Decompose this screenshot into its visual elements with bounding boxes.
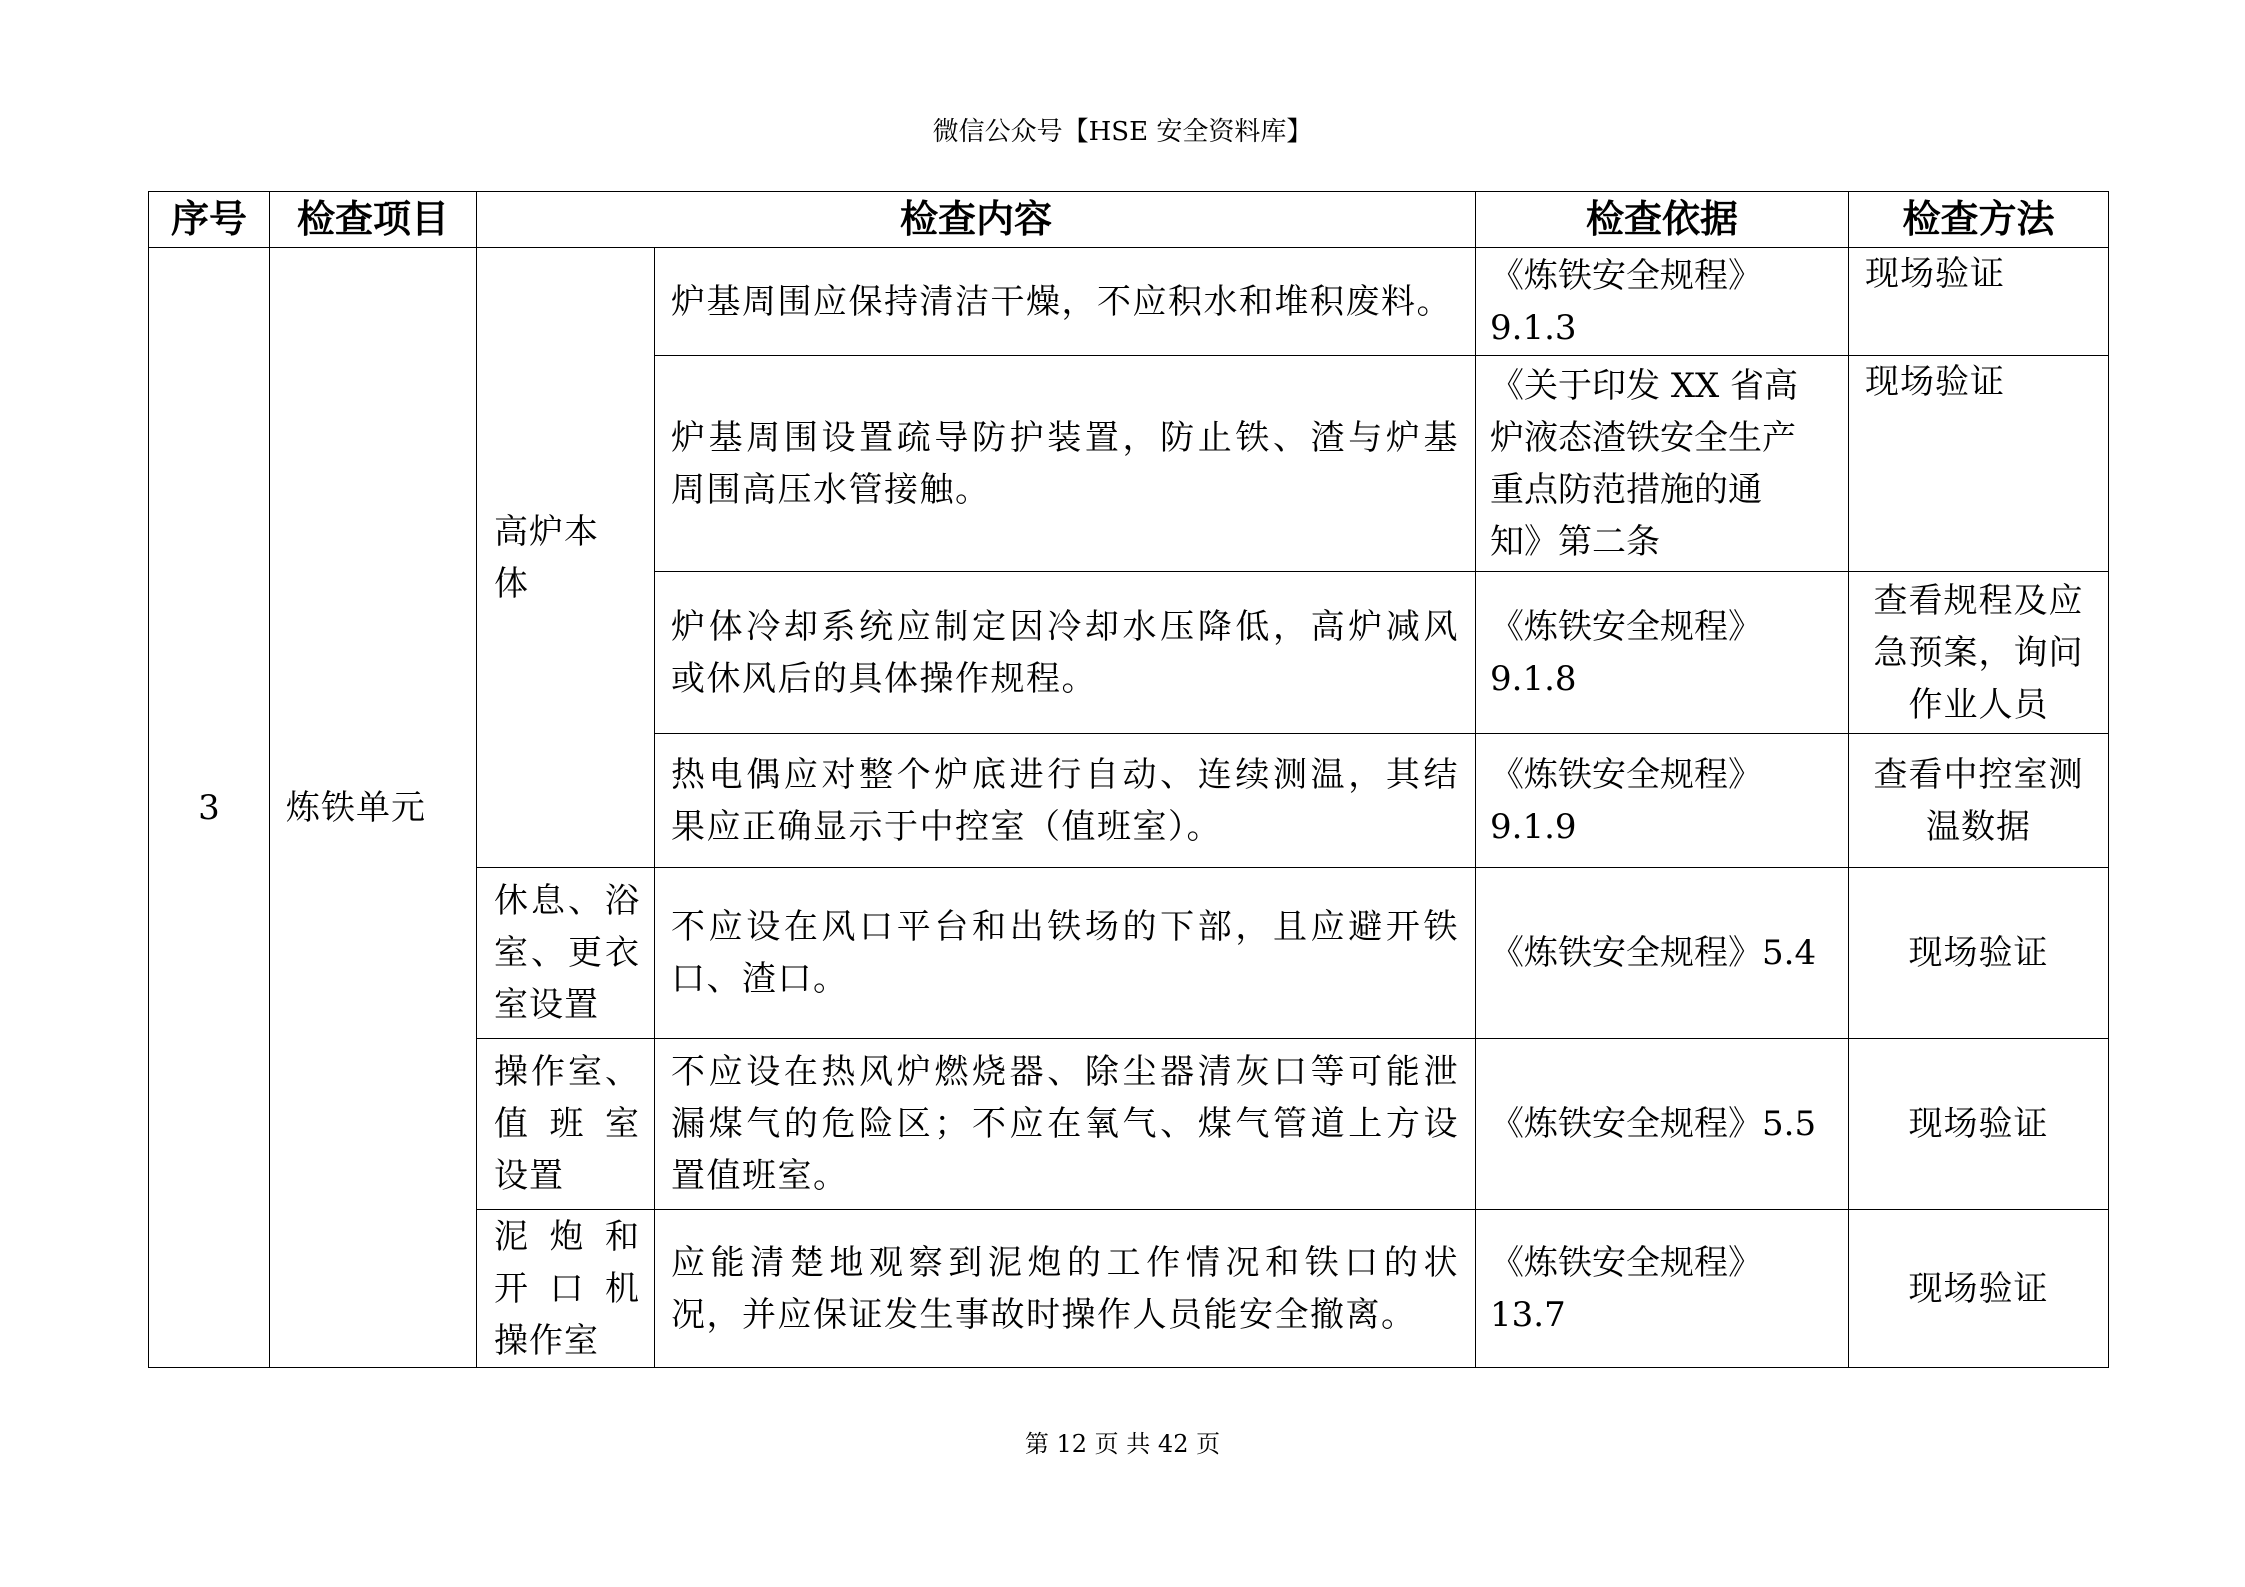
sub-item-cell bbox=[477, 1210, 655, 1368]
sub-item-line: 泥炮和 bbox=[494, 1216, 640, 1257]
basis-line: 《炼铁安全规程》 bbox=[1490, 606, 1763, 647]
table-row bbox=[149, 248, 2109, 356]
basis-line: 知》第二条 bbox=[1490, 521, 1661, 562]
method-line: 急预案，询问 bbox=[1873, 632, 2084, 673]
method-cell bbox=[1849, 572, 2109, 734]
content-line: 炉体冷却系统应制定因冷却水压降低，高炉减风 bbox=[671, 606, 1460, 647]
sub-item-cell bbox=[477, 248, 655, 868]
sub-item-line: 值班室 bbox=[494, 1104, 640, 1144]
content-cell bbox=[655, 572, 1476, 734]
header-method: 检查方法 bbox=[1849, 192, 2109, 248]
sub-item-cell bbox=[477, 868, 655, 1039]
method-line: 现场验证 bbox=[1908, 933, 2049, 973]
content-cell bbox=[655, 356, 1476, 572]
content-line: 况，并应保证发生事故时操作人员能安全撤离。 bbox=[671, 1294, 1417, 1335]
basis-cell bbox=[1476, 1039, 1849, 1210]
group-item: 炼铁单元 bbox=[270, 248, 477, 1368]
basis-cell bbox=[1476, 868, 1849, 1039]
sub-item-line: 室、更衣 bbox=[494, 933, 640, 973]
page-header: 微信公众号【HSE 安全资料库】 bbox=[932, 117, 1313, 147]
page-footer: 第 12 页 共 42 页 bbox=[1024, 1430, 1221, 1458]
header-no: 序号 bbox=[149, 192, 270, 248]
content-line: 周围高压水管接触。 bbox=[671, 469, 991, 510]
method-cell bbox=[1849, 1039, 2109, 1210]
content-cell bbox=[655, 734, 1476, 868]
method-cell bbox=[1849, 248, 2109, 356]
sub-item-line: 高炉本 bbox=[494, 511, 599, 552]
basis-line: 《炼铁安全规程》5.5 bbox=[1490, 1104, 1817, 1144]
basis-line: 《炼铁安全规程》 bbox=[1490, 1242, 1763, 1283]
header-row bbox=[149, 192, 2109, 248]
content-cell bbox=[655, 1210, 1476, 1368]
content-line: 应能清楚地观察到泥炮的工作情况和铁口的状 bbox=[671, 1242, 1460, 1283]
sub-item-cell bbox=[477, 1039, 655, 1210]
sub-item-line: 体 bbox=[494, 563, 529, 604]
sub-item-line: 休息、浴 bbox=[494, 881, 640, 921]
header-basis: 检查依据 bbox=[1476, 192, 1849, 248]
content-line: 炉基周围设置疏导防护装置，防止铁、渣与炉基 bbox=[671, 417, 1460, 458]
basis-line: 13.7 bbox=[1490, 1294, 1566, 1335]
method-cell bbox=[1849, 1210, 2109, 1368]
basis-cell bbox=[1476, 248, 1849, 356]
method-line: 温数据 bbox=[1926, 806, 2032, 847]
method-line: 现场验证 bbox=[1865, 254, 2006, 294]
basis-line: 《炼铁安全规程》 bbox=[1490, 754, 1763, 795]
method-cell bbox=[1849, 734, 2109, 868]
basis-line: 《关于印发 XX 省高 bbox=[1490, 365, 1799, 406]
content-line: 漏煤气的危险区；不应在氧气、煤气管道上方设 bbox=[671, 1104, 1460, 1144]
content-line: 果应正确显示于中控室（值班室）。 bbox=[671, 806, 1222, 847]
content-cell bbox=[655, 1039, 1476, 1210]
content-line: 置值班室。 bbox=[671, 1156, 849, 1196]
basis-cell bbox=[1476, 572, 1849, 734]
content-line: 口、渣口。 bbox=[671, 959, 849, 999]
content-line: 不应设在风口平台和出铁场的下部，且应避开铁 bbox=[671, 907, 1460, 947]
sub-item-line: 设置 bbox=[494, 1156, 564, 1196]
content-line: 或休风后的具体操作规程。 bbox=[671, 658, 1097, 699]
method-line: 现场验证 bbox=[1908, 1104, 2049, 1144]
content-cell bbox=[655, 868, 1476, 1039]
sub-item-line: 操作室、 bbox=[494, 1052, 640, 1092]
method-line: 现场验证 bbox=[1865, 362, 2006, 402]
basis-cell bbox=[1476, 356, 1849, 572]
basis-line: 《炼铁安全规程》 bbox=[1490, 255, 1763, 296]
sub-item-line: 开口机 bbox=[494, 1268, 640, 1309]
sub-item-line: 室设置 bbox=[494, 985, 599, 1025]
header-content: 检查内容 bbox=[477, 192, 1476, 248]
method-line: 现场验证 bbox=[1908, 1268, 2049, 1309]
group-number: 3 bbox=[149, 248, 270, 1368]
method-cell bbox=[1849, 868, 2109, 1039]
content-line: 不应设在热风炉燃烧器、除尘器清灰口等可能泄 bbox=[671, 1052, 1460, 1092]
basis-cell bbox=[1476, 1210, 1849, 1368]
method-line: 作业人员 bbox=[1908, 684, 2049, 725]
method-line: 查看规程及应 bbox=[1873, 580, 2084, 621]
basis-line: 重点防范措施的通 bbox=[1490, 469, 1763, 510]
content-line: 炉基周围应保持清洁干燥，不应积水和堆积废料。 bbox=[671, 281, 1452, 322]
basis-line: 炉液态渣铁安全生产 bbox=[1490, 417, 1797, 458]
content-cell bbox=[655, 248, 1476, 356]
method-cell bbox=[1849, 356, 2109, 572]
basis-line: 9.1.3 bbox=[1490, 307, 1577, 348]
basis-line: 《炼铁安全规程》5.4 bbox=[1490, 933, 1817, 973]
basis-line: 9.1.8 bbox=[1490, 658, 1577, 699]
inspection-table bbox=[148, 191, 2109, 1368]
sub-item-line: 操作室 bbox=[494, 1320, 599, 1361]
method-line: 查看中控室测 bbox=[1873, 754, 2084, 795]
content-line: 热电偶应对整个炉底进行自动、连续测温，其结 bbox=[671, 754, 1460, 795]
basis-cell bbox=[1476, 734, 1849, 868]
header-item: 检查项目 bbox=[270, 192, 477, 248]
basis-line: 9.1.9 bbox=[1490, 806, 1577, 847]
